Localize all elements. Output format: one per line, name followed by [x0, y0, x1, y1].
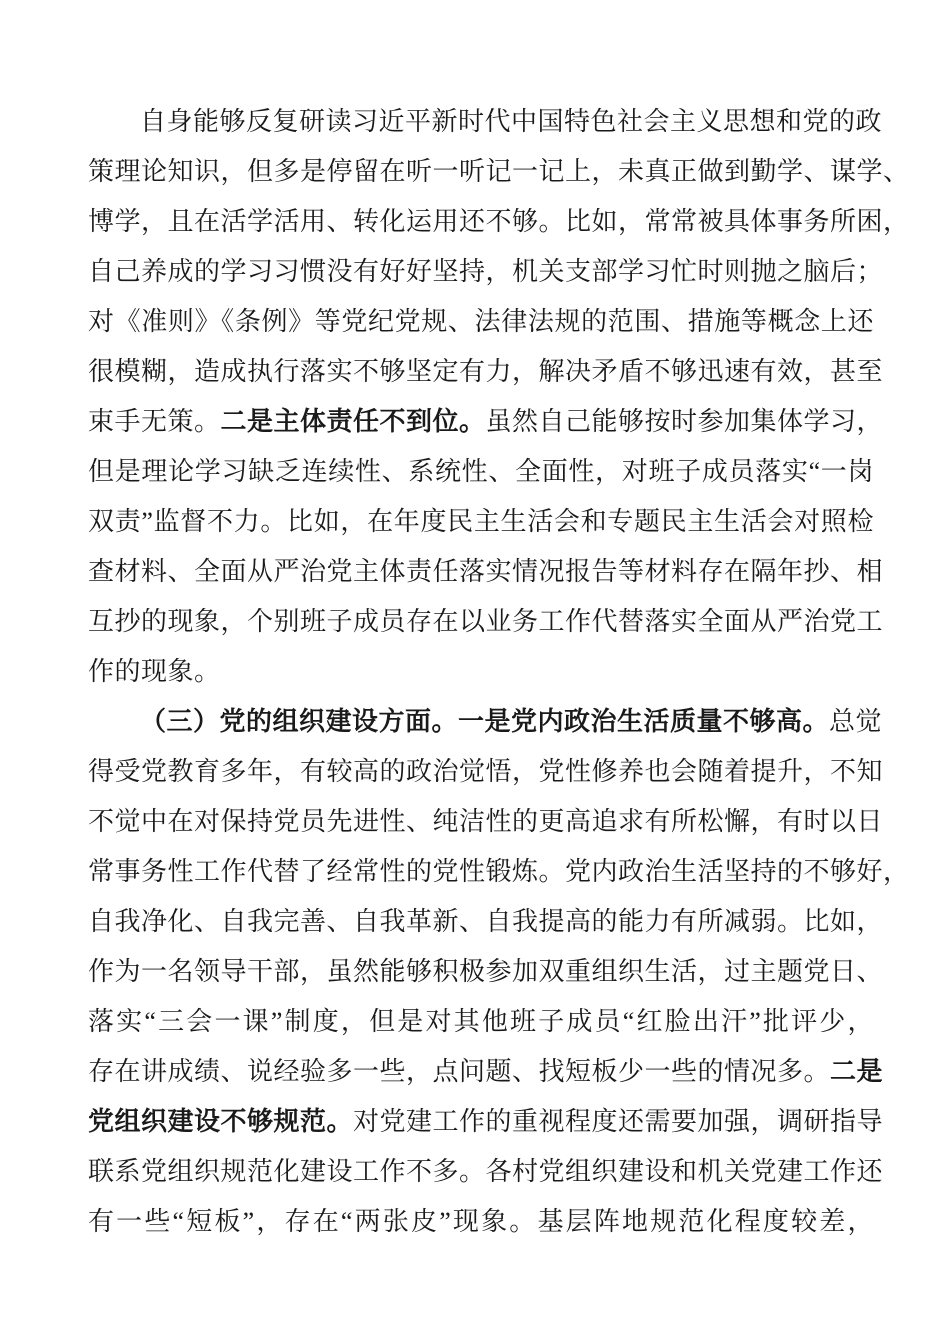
text-segment: 很模糊，造成执行落实不够坚定有力，解决矛盾不够迅速有效，甚至	[88, 357, 884, 386]
text-segment: 对《准则》《条例》等党纪党规、法律法规的范围、措施等概念上还	[88, 307, 874, 336]
bold-run-in-heading: 二是	[830, 1057, 884, 1086]
text-line	[88, 447, 874, 497]
text-segment: 有一些“短板”，存在“两张皮”现象。基层阵地规范化程度较差，	[88, 1207, 874, 1236]
text-line	[88, 947, 884, 997]
section-heading: （三）党的组织建设方面。一是党内政治生活质量不够高。	[140, 707, 830, 736]
text-line	[88, 1197, 874, 1247]
text-line	[88, 547, 884, 597]
text-line	[88, 847, 910, 897]
text-segment: 作为一名领导干部，虽然能够积极参加双重组织生活，过主题党日、	[88, 957, 884, 986]
text-line	[88, 297, 874, 347]
text-line	[88, 147, 910, 197]
text-segment: 查材料、全面从严治党主体责任落实情况报告等材料存在隔年抄、相	[88, 557, 884, 586]
text-line	[88, 1147, 884, 1197]
text-line	[88, 197, 910, 247]
text-segment: 但是理论学习缺乏连续性、系统性、全面性，对班子成员落实“一岗	[88, 457, 874, 486]
text-segment: 落实“三会一课”制度，但是对其他班子成员“红脸出汗”批评少，	[88, 1007, 874, 1036]
text-line	[88, 897, 884, 947]
text-segment: 常事务性工作代替了经常性的党性锻炼。党内政治生活坚持的不够好，	[88, 857, 910, 886]
text-segment: 得受党教育多年，有较高的政治觉悟，党性修养也会随着提升，不知	[88, 757, 884, 786]
text-segment: 虽然自己能够按时参加集体学习，	[485, 407, 884, 436]
text-segment: 互抄的现象，个别班子成员存在以业务工作代替落实全面从严治党工	[88, 607, 884, 636]
text-segment: 作的现象。	[88, 657, 221, 686]
text-line	[88, 647, 874, 697]
text-segment: 联系党组织规范化建设工作不多。各村党组织建设和机关党建工作还	[88, 1157, 884, 1186]
text-line	[88, 1097, 884, 1147]
text-segment: 不觉中在对保持党员先进性、纯洁性的更高追求有所松懈，有时以日	[88, 807, 884, 836]
text-segment: 双责”监督不力。比如，在年度民主生活会和专题民主生活会对照检	[88, 507, 874, 536]
text-line	[88, 97, 883, 147]
text-line	[88, 397, 884, 447]
text-line	[88, 797, 884, 847]
text-segment: 自我净化、自我完善、自我革新、自我提高的能力有所减弱。比如，	[88, 907, 884, 936]
text-line	[88, 697, 883, 747]
text-segment: 对党建工作的重视程度还需要加强，调研指导	[353, 1107, 884, 1136]
text-line	[88, 1047, 884, 1097]
text-segment: 博学，且在活学活用、转化运用还不够。比如，常常被具体事务所困，	[88, 207, 910, 236]
paragraph-2	[88, 697, 910, 1247]
text-segment: 束手无策。	[88, 407, 221, 436]
text-line	[88, 597, 884, 647]
text-line	[88, 497, 874, 547]
text-segment: 自己养成的学习习惯没有好好坚持，机关支部学习忙时则抛之脑后；	[88, 257, 884, 286]
text-line	[88, 347, 884, 397]
text-segment: 自身能够反复研读习近平新时代中国特色社会主义思想和党的政	[140, 107, 883, 136]
paragraph-1	[88, 97, 910, 697]
text-line	[88, 247, 884, 297]
bold-run-in-heading: 党组织建设不够规范。	[88, 1107, 354, 1136]
bold-run-in-heading: 二是主体责任不到位。	[220, 407, 486, 436]
text-segment: 存在讲成绩、说经验多一些，点问题、找短板少一些的情况多。	[88, 1057, 831, 1086]
text-segment: 策理论知识，但多是停留在听一听记一记上，未真正做到勤学、谋学、	[88, 157, 910, 186]
text-line	[88, 997, 874, 1047]
text-segment: 总觉	[829, 707, 883, 736]
text-line	[88, 747, 884, 797]
